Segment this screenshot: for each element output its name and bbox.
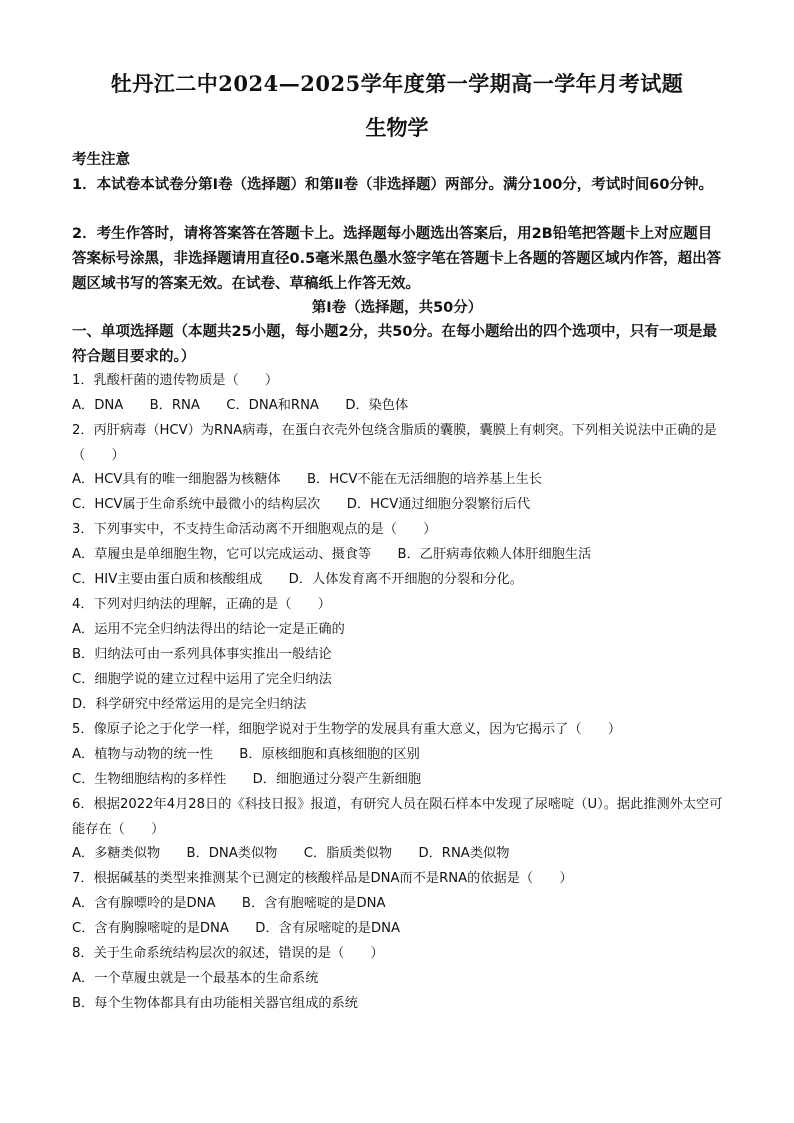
question-6-options: A．多糖类似物 B．DNA类似物 C．脂质类似物 D．RNA类似物 — [72, 846, 510, 861]
question-4: 4．下列对归纳法的理解，正确的是（ ） — [72, 597, 331, 612]
question-7: 7．根据碱基的类型来推测某个已测定的核酸样品是DNA而不是RNA的依据是（ ） — [72, 871, 573, 886]
question-3: 3．下列事实中，不支持生命活动离不开细胞观点的是（ ） — [72, 522, 437, 537]
question-4-option-c: C．细胞学说的建立过程中运用了完全归纳法 — [72, 672, 332, 687]
question-1: 1．乳酸杆菌的遗传物质是（ ） — [72, 373, 279, 388]
question-7-options-ab: A．含有腺嘌呤的是DNA B．含有胞嘧啶的是DNA — [72, 896, 386, 911]
question-5-options-ab: A．植物与动物的统一性 B．原核细胞和真核细胞的区别 — [72, 747, 420, 762]
question-2: 2．丙肝病毒（HCV）为RNA病毒，在蛋白衣壳外包绕含脂质的囊膜，囊膜上有刺突。下列相关说法中正确的是（ ） — [72, 423, 717, 463]
notice-heading: 考生注意 — [72, 152, 130, 168]
question-4-option-b: B．归纳法可由一系列具体事实推出一般结论 — [72, 647, 332, 662]
section-title: 第Ⅰ卷（选择题，共50分） — [311, 300, 483, 316]
question-5-options-cd: C．生物细胞结构的多样性 D．细胞通过分裂产生新细胞 — [72, 772, 422, 787]
exam-title: 牡丹江二中2024—2025学年度第一学期高一学年月考试题 — [110, 71, 684, 96]
question-8-option-b: B．每个生物体都具有由功能相关器官组成的系统 — [72, 996, 358, 1011]
notice-item-1: 1．本试卷本试卷分第Ⅰ卷（选择题）和第Ⅱ卷（非选择题）两部分。满分100分，考试时间60分钟。 — [72, 177, 713, 193]
question-8: 8．关于生命系统结构层次的叙述，错误的是（ ） — [72, 946, 384, 961]
question-8-option-a: A．一个草履虫就是一个最基本的生命系统 — [72, 971, 319, 986]
question-3-options-ab: A．草履虫是单细胞生物，它可以完成运动、摄食等 B．乙肝病毒依赖人体肝细胞生活 — [72, 547, 592, 562]
question-4-option-a: A．运用不完全归纳法得出的结论一定是正确的 — [72, 622, 345, 637]
question-3-options-cd: C．HIV主要由蛋白质和核酸组成 D．人体发育离不开细胞的分裂和分化。 — [72, 572, 523, 587]
part-instructions: 一、单项选择题（本题共25小题，每小题2分，共50分。在每小题给出的四个选项中，只有一项是最符合题目要求的。） — [72, 324, 717, 365]
question-7-options-cd: C．含有胸腺嘧啶的是DNA D．含有尿嘧啶的是DNA — [72, 921, 401, 936]
subject-title: 生物学 — [365, 115, 429, 140]
question-1-options: A．DNA B．RNA C．DNA和RNA D．染色体 — [72, 398, 409, 413]
question-5: 5．像原子论之于化学一样，细胞学说对于生物学的发展具有重大意义，因为它揭示了（ ） — [72, 722, 622, 737]
question-2-options-ab: A．HCV具有的唯一细胞器为核糖体 B．HCV不能在无活细胞的培养基上生长 — [72, 472, 542, 487]
question-2-options-cd: C．HCV属于生命系统中最微小的结构层次 D．HCV通过细胞分裂繁衍后代 — [72, 497, 531, 512]
notice-item-2: 2．考生作答时，请将答案答在答题卡上。选择题每小题选出答案后，用2B铅笔把答题卡上对应题目答案标号涂黑，非选择题请用直径0.5毫米黑色墨水签字笔在答题卡上各题的答题区域内作答，超出答题区域书写的答案无效。在试卷、草稿纸上作答无效。 — [72, 226, 722, 292]
question-4-option-d: D．科学研究中经常运用的是完全归纳法 — [72, 697, 307, 712]
question-6: 6．根据2022年4月28日的《科技日报》报道，有研究人员在陨石样本中发现了尿嘧啶（U）。据此推测外太空可能存在（ ） — [72, 797, 723, 837]
